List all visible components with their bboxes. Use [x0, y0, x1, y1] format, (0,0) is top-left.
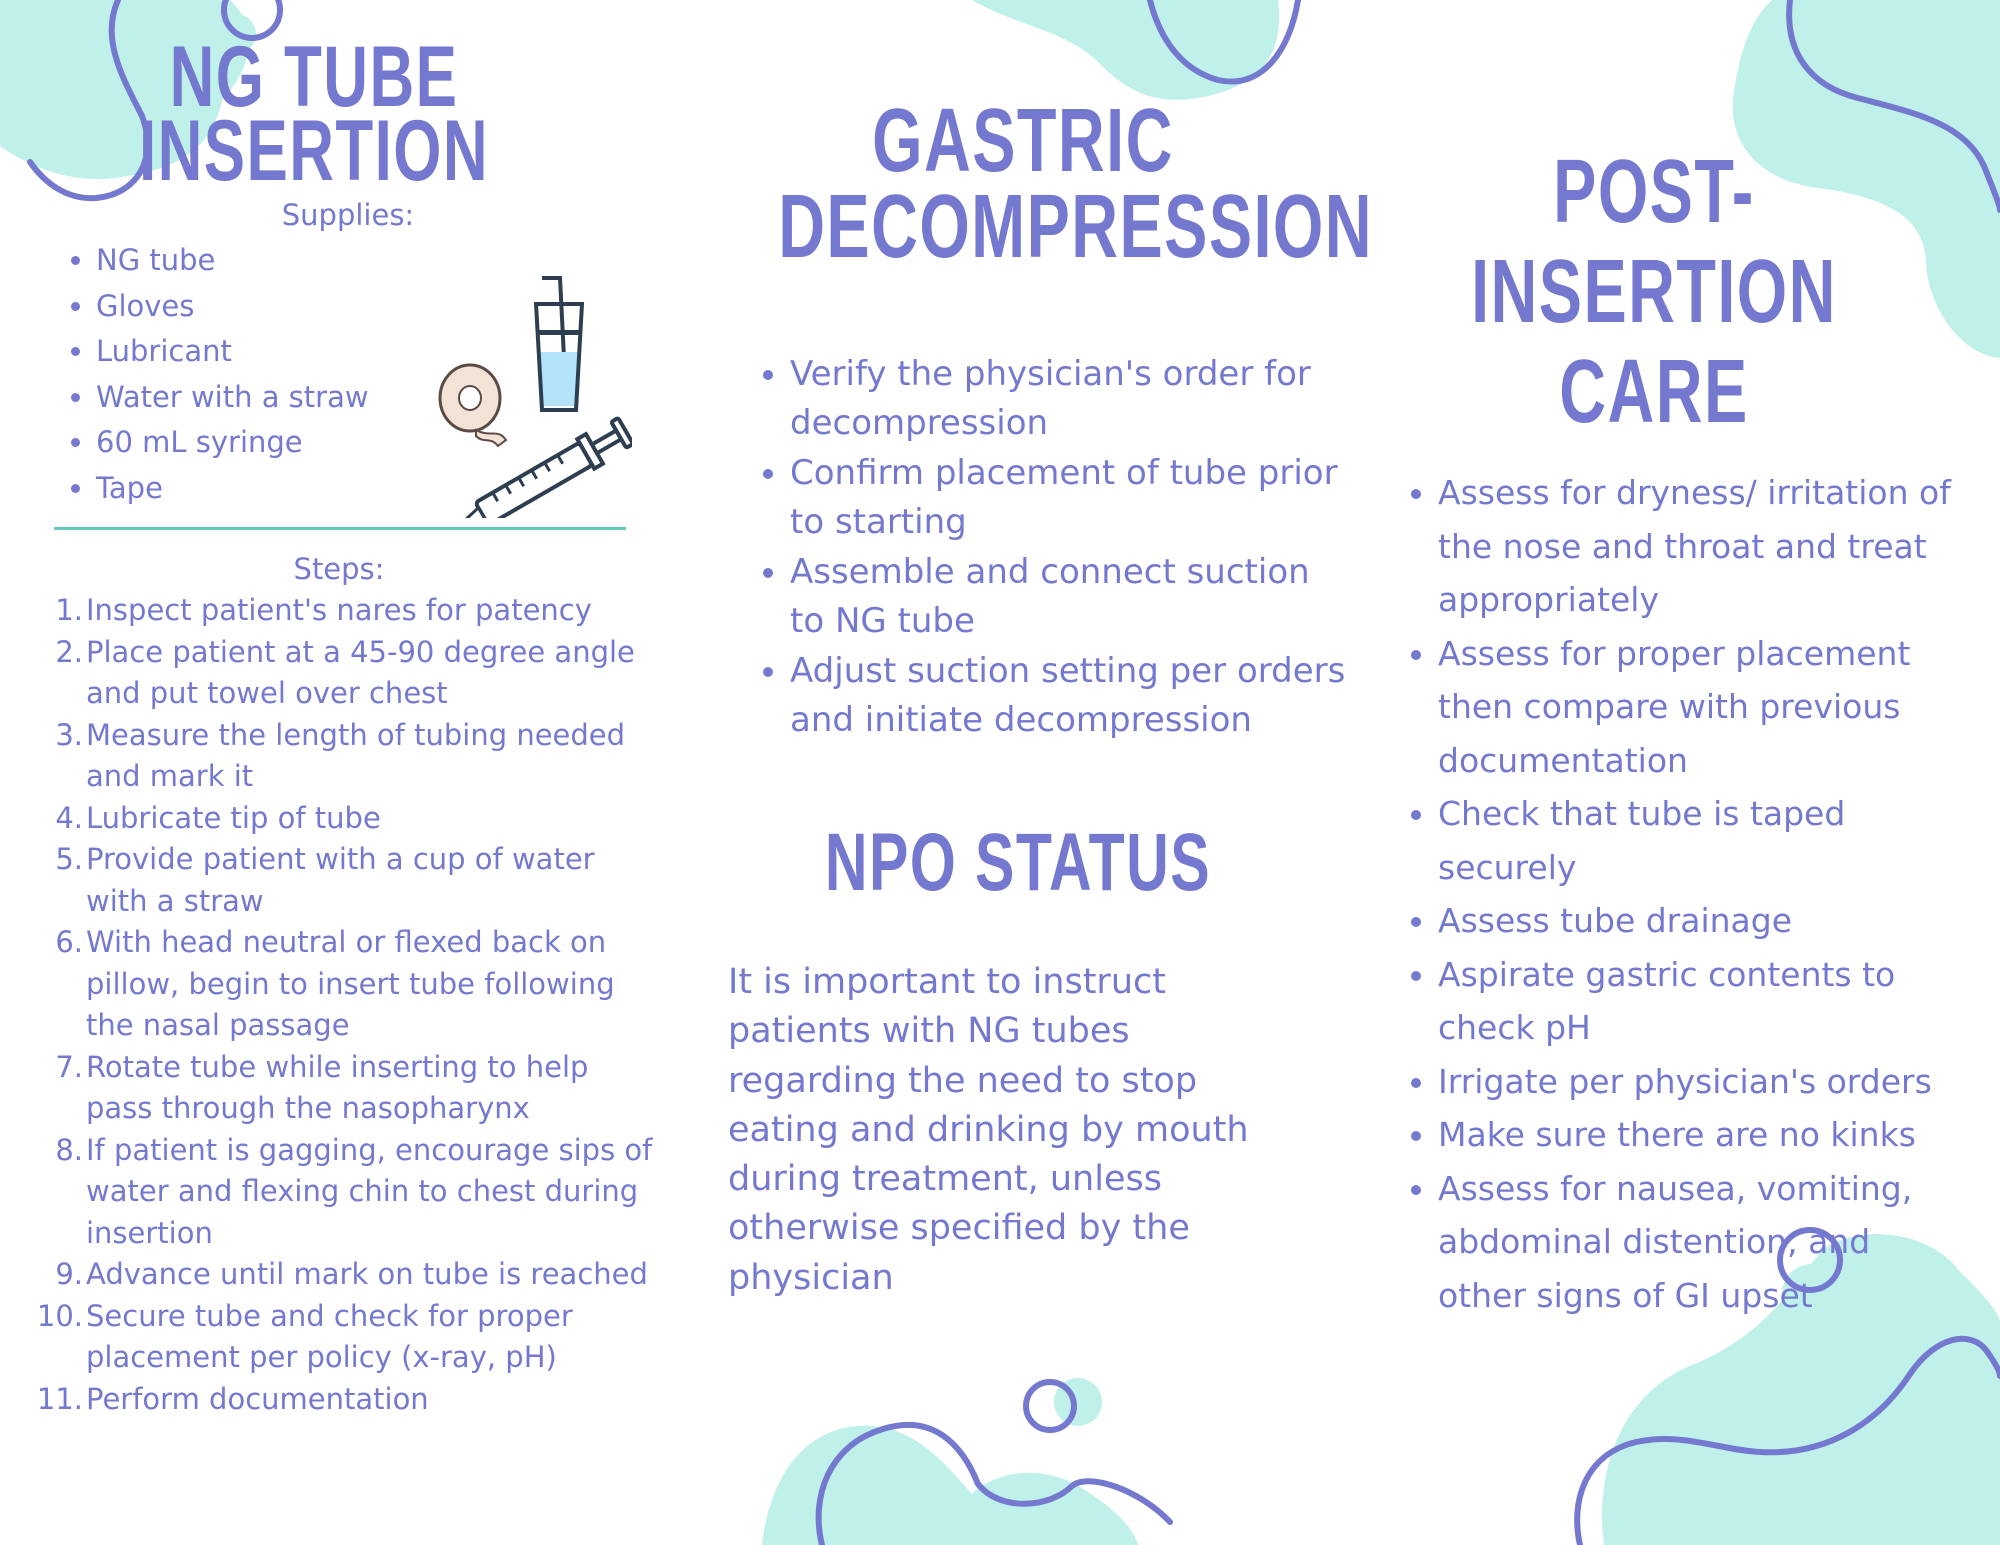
list-item: • Assemble and connect suction to NG tube — [790, 548, 1350, 646]
step-text: Measure the length of tubing needed and mark it — [86, 717, 626, 793]
supply-item: • NG tube — [96, 238, 644, 284]
step-text: Provide patient with a cup of water with a straw — [86, 842, 595, 918]
step-number: 3. — [55, 717, 83, 752]
steps-label: Steps: — [293, 552, 385, 586]
blob-top-middle — [972, 0, 1279, 100]
list-item: • Assess tube drainage — [1438, 894, 1968, 948]
column-post-insertion-care — [1384, 142, 1974, 1322]
section-divider — [54, 527, 626, 530]
column-gastric-decompression — [728, 91, 1374, 746]
step-text: Inspect patient's nares for patency — [86, 593, 592, 627]
supply-item: • Gloves — [96, 284, 644, 330]
list-item: • Adjust suction setting per orders and initiate decompression — [790, 647, 1350, 745]
list-item: • Confirm placement of tube prior to starting — [790, 449, 1350, 547]
step-number: 11. — [36, 1381, 83, 1416]
steps-list — [36, 590, 654, 1420]
tape-roll-icon — [440, 365, 506, 446]
step-text: Perform documentation — [86, 1381, 429, 1416]
supplies-label: Supplies: — [281, 198, 415, 232]
step-text: Secure tube and check for proper placement per policy (x-ray, pH) — [86, 1298, 573, 1374]
step-item — [55, 1047, 654, 1130]
decompression-list — [728, 350, 1350, 745]
list-item: • Irrigate per physician's orders — [1438, 1055, 1968, 1109]
list-item: • Verify the physician's order for decompression — [790, 350, 1350, 448]
post-insertion-list — [1384, 466, 1968, 1322]
step-item — [55, 590, 654, 632]
title-line-1: POST-INSERTION — [1471, 142, 1837, 342]
step-item — [55, 1130, 654, 1255]
title-npo-status: NPO STATUS — [824, 817, 1212, 908]
step-number: 5. — [55, 842, 83, 876]
step-item — [36, 1296, 654, 1379]
step-item — [55, 715, 654, 798]
supply-item: • 60 mL syringe — [96, 420, 644, 466]
title-line-2: DECOMPRESSION — [778, 177, 1374, 277]
supplies-illustration — [432, 268, 632, 518]
title-post-insertion-care — [1373, 142, 1935, 442]
step-item — [55, 839, 654, 922]
steps-section — [36, 552, 654, 1420]
title-ng-tube-insertion — [91, 29, 537, 199]
step-item — [55, 632, 654, 715]
step-number: 8. — [55, 1132, 83, 1167]
step-text: With head neutral or flexed back on pillow, begin to insert tube following the nasal passage — [86, 925, 615, 1042]
supply-item: • Lubricant — [96, 329, 644, 375]
step-number: 1. — [55, 593, 83, 627]
step-number: 9. — [55, 1257, 83, 1291]
list-item: • Assess for proper placement then compare with previous documentation — [1438, 627, 1968, 788]
step-text: Advance until mark on tube is reached — [86, 1257, 648, 1291]
step-item — [55, 1254, 654, 1296]
step-text: Place patient at a 45-90 degree angle and put towel over chest — [86, 634, 635, 710]
step-number: 7. — [55, 1049, 83, 1084]
list-item: • Assess for nausea, vomiting, abdominal distention, and other signs of GI upset — [1438, 1162, 1968, 1323]
supply-item: • Water with a straw — [96, 375, 644, 421]
step-number: 6. — [55, 925, 83, 959]
step-text: Rotate tube while inserting to help pass through the nasopharynx — [86, 1049, 589, 1125]
npo-paragraph: It is important to instruct patients with NG tubes regarding the need to stop eating and drinking by mouth during treatment, unless otherwise specified by the physician — [728, 962, 1249, 1298]
title-gastric-decompression — [778, 91, 1374, 277]
list-item: • Check that tube is taped securely — [1438, 787, 1968, 894]
title-line-2: INSERTION — [138, 103, 490, 199]
list-item: • Make sure there are no kinks — [1438, 1108, 1968, 1162]
drinking-cup-icon — [536, 278, 582, 410]
list-item: • Assess for dryness/ irritation of the nose and throat and treat appropriately — [1438, 466, 1968, 627]
step-item — [55, 922, 654, 1047]
step-number: 10. — [36, 1298, 83, 1333]
step-number: 4. — [55, 800, 83, 835]
title-line-1: GASTRIC — [872, 91, 1174, 191]
title-line-1: NG TUBE — [169, 29, 459, 125]
supply-item: • Tape — [96, 466, 644, 512]
step-number: 2. — [55, 634, 83, 669]
step-text: Lubricate tip of tube — [86, 800, 381, 835]
step-text: If patient is gagging, encourage sips of water and flexing chin to chest during insertion — [86, 1132, 653, 1250]
list-item: • Aspirate gastric contents to check pH — [1438, 948, 1968, 1055]
npo-section — [728, 817, 1288, 1303]
step-item — [36, 1379, 654, 1421]
title-line-2: CARE — [1559, 342, 1749, 442]
step-item — [55, 798, 654, 840]
